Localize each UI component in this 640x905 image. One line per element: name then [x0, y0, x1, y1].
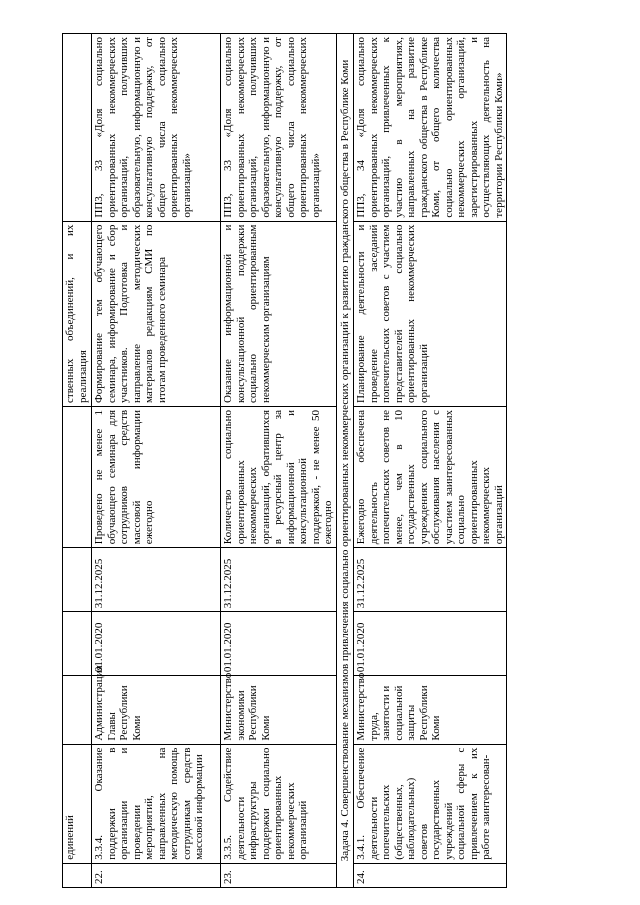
cell-measure: 3.3.5. Содействие деятельности инфраструктуры поддержки социально ориентированных некоммерческих организаций	[221, 744, 337, 863]
cell-measure: 3.4.1. Обеспечение деятельности попечительских (общественных, наблюдательных) советов государственных учреждений социальной сферы с привлечением к их работе заинтересован-	[354, 744, 507, 863]
cell-num: 23.	[221, 863, 337, 887]
cell-measure: единений	[63, 744, 92, 863]
cell-start: 01.01.2020	[354, 612, 507, 676]
program-table	[62, 33, 507, 888]
cell-start: 01.01.2020	[92, 612, 221, 676]
cell-num: 22.	[92, 863, 221, 887]
cell-actions: Планирование деятельности и проведение заседаний попечительских советов с участием представителей социально ориентированных некоммерческих организаций	[354, 221, 507, 406]
cell-executor: Администрация Главы Республики Коми	[92, 676, 221, 744]
cell-start	[63, 612, 92, 676]
cell-num: 24.	[354, 863, 507, 887]
cell-result: Количество социально ориентированных некоммерческих организаций, обратившихся в ресурсный центр за информационной и консультационной поддержкой, - не менее 50 ежегодно	[221, 406, 337, 547]
cell-executor	[63, 676, 92, 744]
cell-executor: Министерство экономики Республики Коми	[221, 676, 337, 744]
task-heading-row	[336, 34, 354, 888]
cell-result: Ежегодно обеспечена деятельность попечительских советов не менее, чем в 10 государственных учреждениях социального обслуживания населения с участием заинтересованных социально ориентированных некоммерческих организаций	[354, 406, 507, 547]
cell-indicator: ПП3, 33 «Доля социально ориентированных некоммерческих организаций, получивших образовательную, информационную и консультативную поддержку, от общего числа социально ориентированных некоммерческих организаций»	[221, 34, 337, 222]
cell-result: Проведено не менее 1 обучающего семинара для сотрудников средств массовой информации ежегодно	[92, 406, 221, 547]
rotated-table-sheet	[62, 33, 550, 888]
cell-actions: ственных объединений, и их реализация	[63, 221, 92, 406]
cell-indicator: ПП3, 33 «Доля социально ориентированных некоммерческих организаций, получивших образовательную, информационную и консультативную поддержку, от общего числа социально ориентированных некоммерческих организаций»	[92, 34, 221, 222]
cell-indicator	[63, 34, 92, 222]
cell-result	[63, 406, 92, 547]
table-row	[92, 34, 221, 888]
cell-actions: Оказание информационной и консультационной поддержки социально ориентированным некоммерческим организациям	[221, 221, 337, 406]
table-row	[221, 34, 337, 888]
cell-executor: Министерство труда, занятости и социальной защиты Республики Коми	[354, 676, 507, 744]
table-row	[63, 34, 92, 888]
cell-end: 31.12.2025	[221, 548, 337, 612]
cell-end: 31.12.2025	[92, 548, 221, 612]
cell-end	[63, 548, 92, 612]
cell-measure: 3.3.4. Оказание поддержки в организации и проведении мероприятий, направленных на методическую помощь сотрудникам средств массовой информации	[92, 744, 221, 863]
table-row	[354, 34, 507, 888]
cell-indicator: ПП3, 34 «Доля социально ориентированных некоммерческих организаций, привлеченных к участию в мероприятиях, направленных на развитие гражданского общества в Республике Коми, от общего количества социально ориентированных некоммерческих организаций, зарегистрированных и осуществляющих деятельность на территории Республики Коми»	[354, 34, 507, 222]
cell-num	[63, 863, 92, 887]
cell-actions: Формирование тем обучающего семинара, информирование и сбор участников. Подготовка и направление методических материалов редакциям СМИ по итогам проведенного семинара	[92, 221, 221, 406]
task-heading: Задача 4. Совершенствование механизмов привлечения социально ориентированных некоммерческих организаций к развитию гражданского общества в Республике Коми	[336, 34, 354, 888]
cell-end: 31.12.2025	[354, 548, 507, 612]
cell-start: 01.01.2020	[221, 612, 337, 676]
